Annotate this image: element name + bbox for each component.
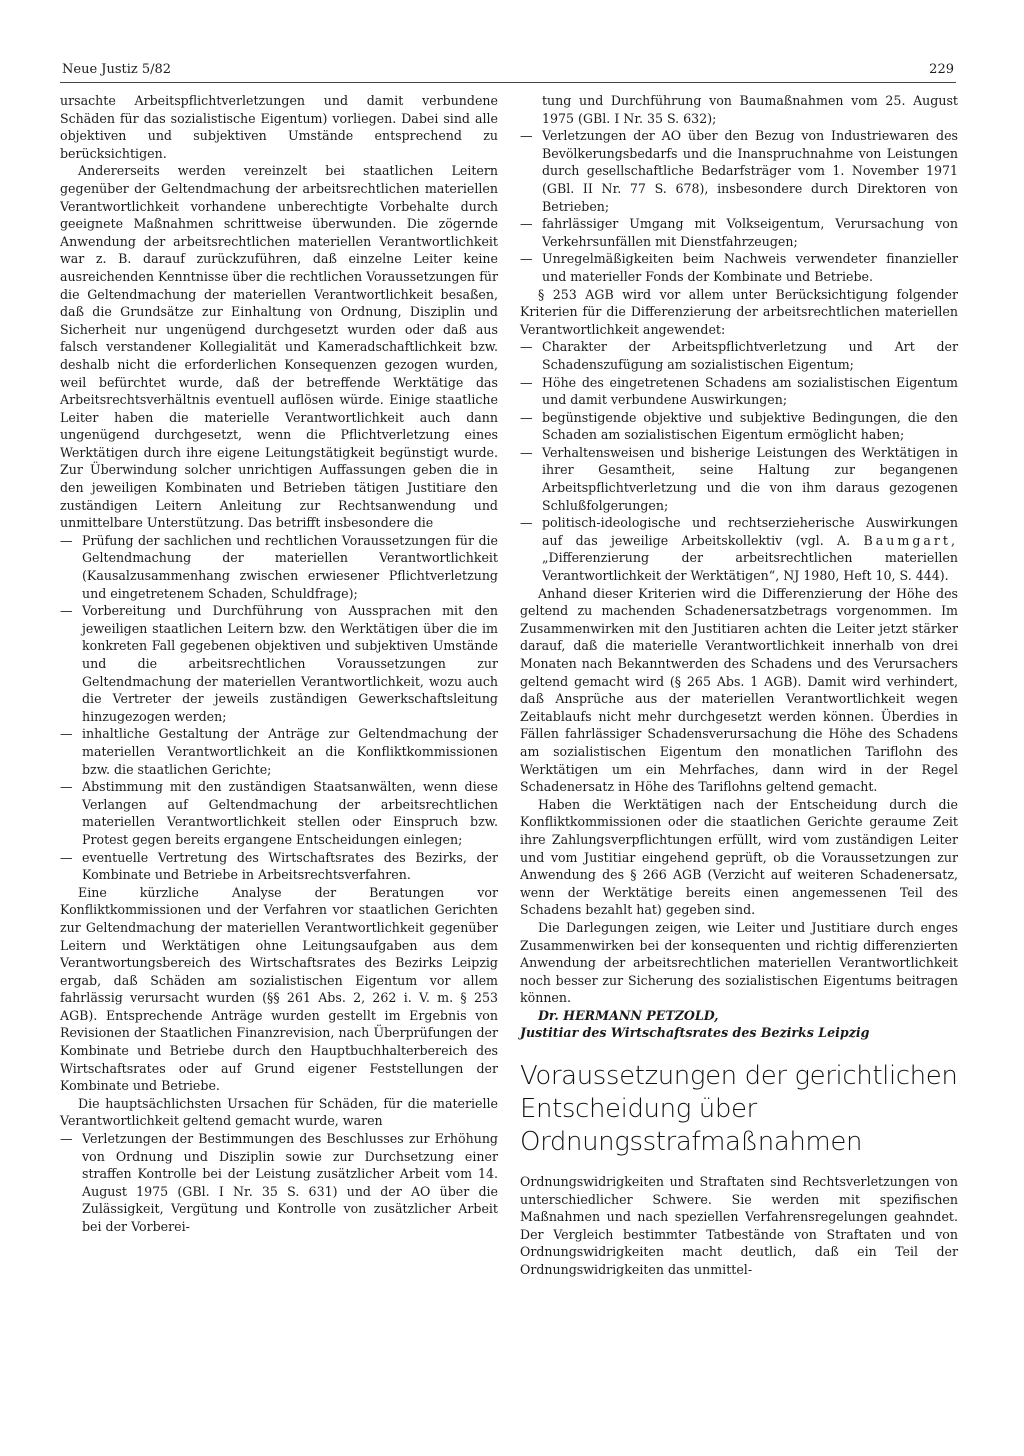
list-item: — inhaltliche Gestaltung der Anträge zur Geltendmachung der materiellen Verantwortlichkeit an die Konfliktkommissionen bzw. die staatlichen Gerichte; xyxy=(60,725,498,778)
list-item: — Unregelmäßigkeiten beim Nachweis verwendeter finanzieller und materieller Fonds der Kombinate und Betriebe. xyxy=(520,250,958,285)
list-item: — Verletzungen der AO über den Bezug von Industriewaren des Bevölkerungsbedarfs und die Inanspruchnahme von Leistungen durch gesellschaftliche Bedarfsträger vom 1. November 1971 (GBl. II Nr. 77 S. 678), insbesondere durch Direktoren von Betrieben; xyxy=(520,127,958,215)
list-item: tung und Durchführung von Baumaßnahmen vom 25. August 1975 (GBl. I Nr. 35 S. 632); xyxy=(542,93,958,126)
journal-page xyxy=(60,60,956,1440)
paragraph: § 253 AGB wird vor allem unter Berücksichtigung folgender Kriterien für die Differenzierung der arbeitsrechtlichen materiellen Verantwortlichkeit angewendet: xyxy=(520,286,958,337)
list-item: — begünstigende objektive und subjektive Bedingungen, die den Schaden am sozialistischen Eigentum ermöglicht haben; xyxy=(520,409,958,444)
list-item: — Vorbereitung und Durchführung von Aussprachen mit den jeweiligen staatlichen Leitern bzw. den Werktätigen über die im konkreten Fall gegebenen objektiven und subjektiven Umstände und die arbeitsrechtlichen Voraussetzungen zur Geltendmachung der materiellen Verantwortlichkeit, wozu auch die Vertreter der jeweils zuständigen Gewerkschaftsleitung hinzugezogen werden; xyxy=(60,602,498,725)
page-number: 229 xyxy=(929,62,954,77)
list-item: — Höhe des eingetretenen Schadens am sozialistischen Eigentum und damit verbundene Auswirkungen; xyxy=(520,374,958,409)
list-item: — Verletzungen der Bestimmungen des Beschlusses zur Erhöhung von Ordnung und Disziplin sowie zur Durchsetzung einer straffen Kontrolle bei der Leistung zusätzlicher Arbeit vom 14. August 1975 (GBl. I Nr. 35 S. 631) und der AO über die Zulässigkeit, Vergütung und Kontrolle von zusätzlicher Arbeit bei der Vorberei- xyxy=(60,1130,498,1236)
paragraph: Eine kürzliche Analyse der Beratungen vor Konfliktkommissionen und der Verfahren vor staatlichen Gerichten zur Geltendmachung der materiellen Verantwortlichkeit gegenüber Leitern und Werktätigen ohne Leitungsaufgaben aus dem Verantwortungsbereich des Wirtschaftsrates des Bezirks Leipzig ergab, daß Schäden am sozialistischen Eigentum vor allem fahrlässig verursacht wurden (§§ 261 Abs. 2, 262 i. V. m. § 253 AGB). Entsprechende Anträge wurden gestellt im Ergebnis von Revisionen der Staatlichen Finanzrevision, nach Überprüfungen der Kombinate und Betriebe durch den Hauptbuchhalterbereich des Wirtschaftsrates oder auf Grund eigener Feststellungen der Kombinate und Betriebe. xyxy=(60,884,498,1094)
page-header xyxy=(60,60,956,83)
cited-author: Baumgart, xyxy=(863,532,958,548)
list-item: — Abstimmung mit den zuständigen Staatsanwälten, wenn diese Verlangen auf Geltendmachung der arbeitsrechtlichen materiellen Verantwortlichkeit stellen oder Einspruch bzw. Protest gegen bereits ergangene Entscheidungen einlegen; xyxy=(60,778,498,848)
paragraph: Andererseits werden vereinzelt bei staatlichen Leitern gegenüber der Geltendmachung der arbeitsrechtlichen materiellen Verantwortlichkeit vorhandene unberechtigte Vorbehalte durch geeignete Maßnahmen schrittweise überwunden. Die zögernde Anwendung der arbeitsrechtlichen materiellen Verantwortlichkeit war z. B. darauf zurückzuführen, daß einzelne Leiter keine ausreichenden Kenntnisse über die rechtlichen Voraussetzungen für die Geltendmachung der materiellen Verantwortlichkeit besaßen, daß die Grundsätze zur Einhaltung von Ordnung, Disziplin und Sicherheit nur ungenügend durchgesetzt wurden oder daß aus falsch verstandener Kollegialität und Kameradschaftlichkeit bzw. deshalb nicht die erforderlichen Konsequenzen gezogen wurden, weil befürchtet wurde, daß der betreffende Werktätige das Arbeitsrechtsverhältnis eventuell auflösen würde. Einige staatliche Leiter haben die materielle Verantwortlichkeit auch dann ungenügend durchgesetzt, wenn die Pflichtverletzung eines Werktätigen durch ihre eigene Leitungstätigkeit begünstigt wurde. Zur Überwindung solcher unrichtigen Auffassungen geben die in den jeweiligen Kombinaten und Betrieben tätigen Justitiare den zuständigen Leitern Anleitung zur Rechtsanwendung und unmittelbare Unterstützung. Das betrifft insbesondere die xyxy=(60,163,498,531)
paragraph: Die Darlegungen zeigen, wie Leiter und Justitiare durch enges Zusammenwirken bei der konsequenten und richtig differenzierten Anwendung der arbeitsrechtlichen materiellen Verantwortlichkeit noch besser zur Sicherung des sozialistischen Eigentums beitragen können. xyxy=(520,919,958,1006)
left-column xyxy=(60,92,498,1236)
paragraph: ursachte Arbeitspflichtverletzungen und damit verbundene Schäden für das sozialistische Eigentum) vorliegen. Dabei sind alle objektiven und subjektiven Umstände entsprechend zu berücksichtigen. xyxy=(60,93,498,161)
list-item: — Charakter der Arbeitspflichtverletzung und Art der Schadenszufügung am sozialistischen Eigentum; xyxy=(520,338,958,373)
list-item: — Prüfung der sachlichen und rechtlichen Voraussetzungen für die Geltendmachung der materiellen Verantwortlichkeit (Kausalzusammenhang zwischen erwiesener Pflichtverletzung und eingetretenem Schaden, Schuldfrage); xyxy=(60,532,498,602)
author-name: Dr. HERMANN PETZOLD, xyxy=(538,1007,719,1023)
list-text: „Differenzierung der arbeitsrechtlichen materiellen Verantwortlichkeit der Werktätigen“, NJ 1980, Heft 10, S. 444). xyxy=(542,550,958,584)
article-headline: Voraussetzungen der gerichtlichen Entscheidung über Ordnungsstrafmaßnahmen xyxy=(520,1061,958,1158)
list-item xyxy=(520,514,958,584)
list-item: — eventuelle Vertretung des Wirtschaftsrates des Bezirks, der Kombinate und Betriebe in Arbeitsrechtsverfahren. xyxy=(60,849,498,884)
bullet-list xyxy=(60,1130,498,1236)
criteria-list xyxy=(520,338,958,584)
paragraph: Anhand dieser Kriterien wird die Differenzierung der Höhe des geltend zu machenden Schadenersatzbetrags vorgenommen. Im Zusammenwirken mit den Justitiaren achten die Leiter jetzt stärker darauf, daß die materielle Verantwortlichkeit innerhalb von drei Monaten nach Bekanntwerden des Schadens und des Verursachers geltend gemacht wird (§ 265 Abs. 1 AGB). Damit wird verhindert, daß Ansprüche aus der materiellen Verantwortlichkeit wegen Zeitablaufs nicht mehr durchgesetzt werden können. Überdies in Fällen fahrlässiger Schadensverursachung die Höhe des Schadens am sozialistischen Eigentum den monatlichen Tariflohn des Werktätigen um ein Mehrfaches, dann wird in der Regel Schadenersatz in Höhe des Tariflohns geltend gemacht. xyxy=(520,585,958,795)
paragraph: Haben die Werktätigen nach der Entscheidung durch die Konfliktkommissionen oder die staatlichen Gerichte geraume Zeit ihre Zahlungsverpflichtungen erfüllt, wird vom zuständigen Leiter und vom Justitiar eingehend geprüft, ob die Voraussetzungen zur Anwendung des § 266 AGB (Verzicht auf weiteren Schadenersatz, wenn der Werktätige bereits einen angemessenen Teil des Schadens bezahlt hat) gegeben sind. xyxy=(520,796,958,918)
bullet-list xyxy=(60,532,498,884)
journal-title: Neue Justiz 5/82 xyxy=(62,62,172,77)
bullet-list-continued xyxy=(520,92,958,286)
list-item: — fahrlässiger Umgang mit Volkseigentum, Verursachung von Verkehrsunfällen mit Dienstfahrzeugen; xyxy=(520,215,958,250)
right-column xyxy=(520,92,958,1279)
paragraph: Die hauptsächlichsten Ursachen für Schäden, für die materielle Verantwortlichkeit geltend gemacht wurde, waren xyxy=(60,1095,498,1129)
list-item: — Verhaltensweisen und bisherige Leistungen des Werktätigen in ihrer Gesamtheit, seine Haltung zur begangenen Arbeitspflichtverletzung und die von ihm daraus gezogenen Schlußfolgerungen; xyxy=(520,444,958,514)
author-role: Justitiar des Wirtschaftsrates des Bezirks Leipzig xyxy=(520,1025,870,1041)
paragraph: Ordnungswidrigkeiten und Straftaten sind Rechtsverletzungen von unterschiedlicher Schwere. Sie werden mit spezifischen Maßnahmen und nach speziellen Verfahrensregelungen geahndet. Der Vergleich bestimmter Tatbestände von Straftaten und von Ordnungswidrigkeiten macht deutlich, daß ein Teil der Ordnungswidrigkeiten das unmittel- xyxy=(520,1174,958,1278)
list-text: politisch-ideologische und rechtserzieherische Auswirkungen auf das jeweilige Arbeitskollektiv (vgl. A. xyxy=(542,515,958,548)
